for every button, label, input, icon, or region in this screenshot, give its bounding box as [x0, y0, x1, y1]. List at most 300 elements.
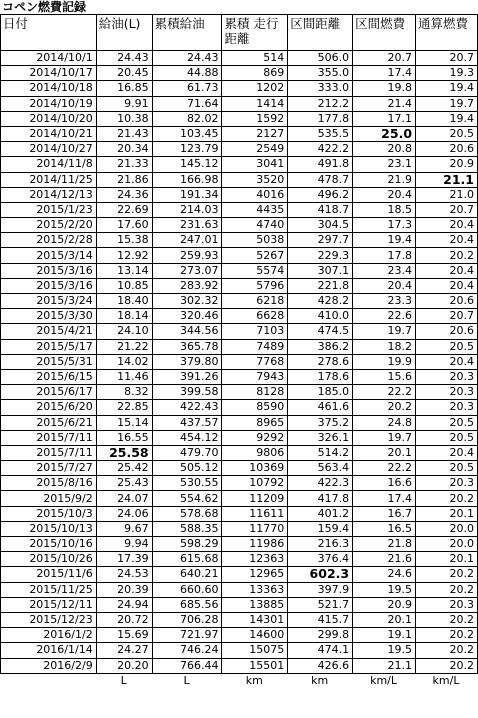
refuel-cell[interactable]: 12.92: [96, 248, 152, 263]
cumulative-distance-cell[interactable]: 15075: [222, 643, 288, 658]
cumulative-distance-cell[interactable]: 10792: [222, 476, 288, 491]
cumulative-distance-cell[interactable]: 3041: [222, 157, 288, 172]
refuel-cell[interactable]: 9.91: [96, 96, 152, 111]
cumulative-distance-cell[interactable]: 5796: [222, 278, 288, 293]
cumulative-distance-cell[interactable]: 14301: [222, 612, 288, 627]
cumulative-fuel-cell[interactable]: 454.12: [152, 430, 222, 445]
cumulative-distance-cell[interactable]: 9292: [222, 430, 288, 445]
cumulative-distance-cell[interactable]: 514: [222, 51, 288, 66]
date-cell[interactable]: 2015/6/15: [1, 369, 97, 384]
date-cell[interactable]: 2015/3/30: [1, 309, 97, 324]
date-cell[interactable]: 2014/11/25: [1, 172, 97, 187]
section-economy-cell[interactable]: 19.7: [353, 324, 416, 339]
section-economy-cell[interactable]: 20.9: [353, 597, 416, 612]
section-economy-cell[interactable]: 19.7: [353, 430, 416, 445]
cumulative-distance-cell[interactable]: 7943: [222, 369, 288, 384]
refuel-cell[interactable]: 8.32: [96, 385, 152, 400]
section-distance-cell[interactable]: 417.8: [288, 491, 353, 506]
total-economy-cell[interactable]: 20.5: [416, 461, 478, 476]
cumulative-fuel-cell[interactable]: 166.98: [152, 172, 222, 187]
refuel-cell[interactable]: 20.20: [96, 658, 152, 673]
cumulative-distance-cell[interactable]: 12363: [222, 552, 288, 567]
section-economy-cell[interactable]: 23.4: [353, 263, 416, 278]
date-cell[interactable]: 2014/10/17: [1, 66, 97, 81]
header-date[interactable]: 日付: [1, 15, 97, 51]
section-economy-cell[interactable]: 16.5: [353, 521, 416, 536]
total-economy-cell[interactable]: 20.2: [416, 628, 478, 643]
cumulative-distance-cell[interactable]: 3520: [222, 172, 288, 187]
date-cell[interactable]: 2015/12/23: [1, 612, 97, 627]
cumulative-fuel-cell[interactable]: 588.35: [152, 521, 222, 536]
section-economy-cell[interactable]: 19.5: [353, 643, 416, 658]
cumulative-fuel-cell[interactable]: 214.03: [152, 202, 222, 217]
total-economy-cell[interactable]: 19.4: [416, 81, 478, 96]
cumulative-distance-cell[interactable]: 4016: [222, 187, 288, 202]
section-distance-cell[interactable]: 178.6: [288, 369, 353, 384]
refuel-cell[interactable]: 15.14: [96, 415, 152, 430]
section-distance-cell[interactable]: 229.3: [288, 248, 353, 263]
cumulative-fuel-cell[interactable]: 706.28: [152, 612, 222, 627]
section-distance-cell[interactable]: 278.6: [288, 354, 353, 369]
refuel-cell[interactable]: 11.46: [96, 369, 152, 384]
cumulative-distance-cell[interactable]: 12965: [222, 567, 288, 582]
total-economy-cell[interactable]: 20.2: [416, 658, 478, 673]
cumulative-distance-cell[interactable]: 1592: [222, 111, 288, 126]
section-economy-cell[interactable]: 25.0: [353, 126, 416, 141]
cumulative-fuel-cell[interactable]: 273.07: [152, 263, 222, 278]
total-economy-cell[interactable]: 20.3: [416, 369, 478, 384]
section-economy-cell[interactable]: 19.5: [353, 582, 416, 597]
cumulative-fuel-cell[interactable]: 399.58: [152, 385, 222, 400]
total-economy-cell[interactable]: 20.6: [416, 324, 478, 339]
section-economy-cell[interactable]: 21.8: [353, 537, 416, 552]
date-cell[interactable]: 2016/2/9: [1, 658, 97, 673]
section-economy-cell[interactable]: 17.3: [353, 218, 416, 233]
title-cell[interactable]: [0, 0, 96, 14]
date-cell[interactable]: 2014/10/21: [1, 126, 97, 141]
section-economy-cell[interactable]: 22.2: [353, 461, 416, 476]
cumulative-distance-cell[interactable]: 9806: [222, 445, 288, 460]
cumulative-fuel-cell[interactable]: 437.57: [152, 415, 222, 430]
section-distance-cell[interactable]: 563.4: [288, 461, 353, 476]
header-cumulative-fuel[interactable]: 累積給油: [152, 15, 222, 51]
section-distance-cell[interactable]: 422.2: [288, 142, 353, 157]
cumulative-distance-cell[interactable]: 6218: [222, 294, 288, 309]
cumulative-distance-cell[interactable]: 1414: [222, 96, 288, 111]
date-cell[interactable]: 2015/3/16: [1, 278, 97, 293]
cumulative-distance-cell[interactable]: 13885: [222, 597, 288, 612]
section-economy-cell[interactable]: 18.5: [353, 202, 416, 217]
date-cell[interactable]: 2015/11/6: [1, 567, 97, 582]
total-economy-cell[interactable]: 20.5: [416, 339, 478, 354]
total-economy-cell[interactable]: 20.6: [416, 294, 478, 309]
cumulative-distance-cell[interactable]: 8965: [222, 415, 288, 430]
date-cell[interactable]: 2015/2/20: [1, 218, 97, 233]
refuel-cell[interactable]: 24.06: [96, 506, 152, 521]
total-economy-cell[interactable]: 19.3: [416, 66, 478, 81]
section-distance-cell[interactable]: 491.8: [288, 157, 353, 172]
refuel-cell[interactable]: 10.85: [96, 278, 152, 293]
cumulative-fuel-cell[interactable]: 302.32: [152, 294, 222, 309]
section-economy-cell[interactable]: 20.8: [353, 142, 416, 157]
total-economy-cell[interactable]: 20.7: [416, 309, 478, 324]
total-economy-cell[interactable]: 20.2: [416, 248, 478, 263]
section-distance-cell[interactable]: 478.7: [288, 172, 353, 187]
cumulative-fuel-cell[interactable]: 191.34: [152, 187, 222, 202]
section-economy-cell[interactable]: 17.4: [353, 66, 416, 81]
date-cell[interactable]: 2014/10/27: [1, 142, 97, 157]
refuel-cell[interactable]: 9.94: [96, 537, 152, 552]
date-cell[interactable]: 2016/1/2: [1, 628, 97, 643]
section-distance-cell[interactable]: 422.3: [288, 476, 353, 491]
section-distance-cell[interactable]: 418.7: [288, 202, 353, 217]
cumulative-distance-cell[interactable]: 11986: [222, 537, 288, 552]
section-distance-cell[interactable]: 506.0: [288, 51, 353, 66]
date-cell[interactable]: 2014/10/18: [1, 81, 97, 96]
section-economy-cell[interactable]: 20.7: [353, 51, 416, 66]
section-economy-cell[interactable]: 17.8: [353, 248, 416, 263]
cumulative-fuel-cell[interactable]: 61.73: [152, 81, 222, 96]
date-cell[interactable]: 2015/2/28: [1, 233, 97, 248]
date-cell[interactable]: 2014/11/8: [1, 157, 97, 172]
refuel-cell[interactable]: 15.69: [96, 628, 152, 643]
date-cell[interactable]: 2015/3/24: [1, 294, 97, 309]
date-cell[interactable]: 2014/10/20: [1, 111, 97, 126]
cumulative-fuel-cell[interactable]: 422.43: [152, 400, 222, 415]
section-distance-cell[interactable]: 401.2: [288, 506, 353, 521]
section-distance-cell[interactable]: 299.8: [288, 628, 353, 643]
section-economy-cell[interactable]: 23.3: [353, 294, 416, 309]
total-economy-cell[interactable]: 20.2: [416, 612, 478, 627]
date-cell[interactable]: 2015/10/26: [1, 552, 97, 567]
cumulative-distance-cell[interactable]: 15501: [222, 658, 288, 673]
refuel-cell[interactable]: 20.72: [96, 612, 152, 627]
refuel-cell[interactable]: 25.42: [96, 461, 152, 476]
refuel-cell[interactable]: 21.86: [96, 172, 152, 187]
cumulative-distance-cell[interactable]: 8128: [222, 385, 288, 400]
total-economy-cell[interactable]: 20.3: [416, 597, 478, 612]
unit-label[interactable]: km: [245, 674, 263, 688]
section-economy-cell[interactable]: 20.4: [353, 278, 416, 293]
date-cell[interactable]: 2015/10/13: [1, 521, 97, 536]
date-cell[interactable]: 2015/7/11: [1, 445, 97, 460]
header-total-economy[interactable]: 通算燃費: [416, 15, 478, 51]
date-cell[interactable]: 2015/12/11: [1, 597, 97, 612]
cumulative-distance-cell[interactable]: 8590: [222, 400, 288, 415]
refuel-cell[interactable]: 20.34: [96, 142, 152, 157]
section-economy-cell[interactable]: 15.6: [353, 369, 416, 384]
cumulative-fuel-cell[interactable]: 598.29: [152, 537, 222, 552]
refuel-cell[interactable]: 24.27: [96, 643, 152, 658]
date-cell[interactable]: 2015/1/23: [1, 202, 97, 217]
unit-label[interactable]: km: [311, 674, 329, 688]
refuel-cell[interactable]: 24.94: [96, 597, 152, 612]
total-economy-cell[interactable]: 20.3: [416, 476, 478, 491]
total-economy-cell[interactable]: 21.0: [416, 187, 478, 202]
section-economy-cell[interactable]: 20.2: [353, 400, 416, 415]
section-distance-cell[interactable]: 428.2: [288, 294, 353, 309]
cumulative-distance-cell[interactable]: 5267: [222, 248, 288, 263]
cumulative-fuel-cell[interactable]: 231.63: [152, 218, 222, 233]
cumulative-fuel-cell[interactable]: 365.78: [152, 339, 222, 354]
refuel-cell[interactable]: 22.69: [96, 202, 152, 217]
refuel-cell[interactable]: 13.14: [96, 263, 152, 278]
cumulative-fuel-cell[interactable]: 746.24: [152, 643, 222, 658]
cumulative-distance-cell[interactable]: 4740: [222, 218, 288, 233]
cumulative-distance-cell[interactable]: 2549: [222, 142, 288, 157]
total-economy-cell[interactable]: 21.1: [416, 172, 478, 187]
total-economy-cell[interactable]: 20.4: [416, 445, 478, 460]
cumulative-fuel-cell[interactable]: 283.92: [152, 278, 222, 293]
total-economy-cell[interactable]: 20.5: [416, 415, 478, 430]
cumulative-fuel-cell[interactable]: 615.68: [152, 552, 222, 567]
cumulative-fuel-cell[interactable]: 660.60: [152, 582, 222, 597]
refuel-cell[interactable]: 25.58: [96, 445, 152, 460]
refuel-cell[interactable]: 17.39: [96, 552, 152, 567]
section-economy-cell[interactable]: 16.6: [353, 476, 416, 491]
refuel-cell[interactable]: 18.40: [96, 294, 152, 309]
cumulative-fuel-cell[interactable]: 479.70: [152, 445, 222, 460]
refuel-cell[interactable]: 14.02: [96, 354, 152, 369]
cumulative-fuel-cell[interactable]: 123.79: [152, 142, 222, 157]
date-cell[interactable]: 2015/10/16: [1, 537, 97, 552]
cumulative-fuel-cell[interactable]: 685.56: [152, 597, 222, 612]
total-economy-cell[interactable]: 20.4: [416, 263, 478, 278]
date-cell[interactable]: 2015/5/31: [1, 354, 97, 369]
section-economy-cell[interactable]: 20.1: [353, 445, 416, 460]
cumulative-distance-cell[interactable]: 11209: [222, 491, 288, 506]
cumulative-fuel-cell[interactable]: 71.64: [152, 96, 222, 111]
cumulative-distance-cell[interactable]: 6628: [222, 309, 288, 324]
cumulative-fuel-cell[interactable]: 103.45: [152, 126, 222, 141]
section-economy-cell[interactable]: 20.4: [353, 187, 416, 202]
date-cell[interactable]: 2014/10/19: [1, 96, 97, 111]
date-cell[interactable]: 2015/5/17: [1, 339, 97, 354]
cumulative-fuel-cell[interactable]: 247.01: [152, 233, 222, 248]
unit-label[interactable]: [1, 673, 97, 689]
section-economy-cell[interactable]: 18.2: [353, 339, 416, 354]
header-section-economy[interactable]: 区間燃費: [353, 15, 416, 51]
section-economy-cell[interactable]: 23.1: [353, 157, 416, 172]
section-distance-cell[interactable]: 177.8: [288, 111, 353, 126]
date-cell[interactable]: 2015/11/25: [1, 582, 97, 597]
section-distance-cell[interactable]: 376.4: [288, 552, 353, 567]
section-distance-cell[interactable]: 386.2: [288, 339, 353, 354]
section-economy-cell[interactable]: 22.2: [353, 385, 416, 400]
refuel-cell[interactable]: 21.43: [96, 126, 152, 141]
cumulative-fuel-cell[interactable]: 344.56: [152, 324, 222, 339]
cumulative-distance-cell[interactable]: 13363: [222, 582, 288, 597]
cumulative-fuel-cell[interactable]: 44.88: [152, 66, 222, 81]
section-distance-cell[interactable]: 461.6: [288, 400, 353, 415]
total-economy-cell[interactable]: 20.3: [416, 400, 478, 415]
cumulative-distance-cell[interactable]: 7768: [222, 354, 288, 369]
section-economy-cell[interactable]: 24.8: [353, 415, 416, 430]
section-distance-cell[interactable]: 397.9: [288, 582, 353, 597]
total-economy-cell[interactable]: 20.2: [416, 582, 478, 597]
total-economy-cell[interactable]: 20.3: [416, 385, 478, 400]
refuel-cell[interactable]: 20.45: [96, 66, 152, 81]
section-distance-cell[interactable]: 307.1: [288, 263, 353, 278]
total-economy-cell[interactable]: 20.7: [416, 51, 478, 66]
section-distance-cell[interactable]: 514.2: [288, 445, 353, 460]
refuel-cell[interactable]: 17.60: [96, 218, 152, 233]
cumulative-distance-cell[interactable]: 14600: [222, 628, 288, 643]
total-economy-cell[interactable]: 20.5: [416, 430, 478, 445]
section-distance-cell[interactable]: 212.2: [288, 96, 353, 111]
section-distance-cell[interactable]: 474.5: [288, 324, 353, 339]
section-distance-cell[interactable]: 535.5: [288, 126, 353, 141]
refuel-cell[interactable]: 24.07: [96, 491, 152, 506]
section-economy-cell[interactable]: 21.1: [353, 658, 416, 673]
unit-label[interactable]: L: [120, 674, 127, 688]
section-distance-cell[interactable]: 355.0: [288, 66, 353, 81]
section-distance-cell[interactable]: 185.0: [288, 385, 353, 400]
date-cell[interactable]: 2015/9/2: [1, 491, 97, 506]
section-distance-cell[interactable]: 496.2: [288, 187, 353, 202]
refuel-cell[interactable]: 24.53: [96, 567, 152, 582]
total-economy-cell[interactable]: 20.4: [416, 354, 478, 369]
header-refuel[interactable]: 給油(L): [96, 15, 152, 51]
date-cell[interactable]: 2014/12/13: [1, 187, 97, 202]
section-distance-cell[interactable]: 297.7: [288, 233, 353, 248]
section-economy-cell[interactable]: 17.4: [353, 491, 416, 506]
section-economy-cell[interactable]: 16.7: [353, 506, 416, 521]
refuel-cell[interactable]: 24.36: [96, 187, 152, 202]
cumulative-distance-cell[interactable]: 4435: [222, 202, 288, 217]
total-economy-cell[interactable]: 20.9: [416, 157, 478, 172]
total-economy-cell[interactable]: 20.6: [416, 142, 478, 157]
refuel-cell[interactable]: 16.85: [96, 81, 152, 96]
refuel-cell[interactable]: 10.38: [96, 111, 152, 126]
refuel-cell[interactable]: 15.38: [96, 233, 152, 248]
refuel-cell[interactable]: 25.43: [96, 476, 152, 491]
total-economy-cell[interactable]: 20.4: [416, 278, 478, 293]
total-economy-cell[interactable]: 20.7: [416, 202, 478, 217]
date-cell[interactable]: 2015/6/20: [1, 400, 97, 415]
cumulative-distance-cell[interactable]: 1202: [222, 81, 288, 96]
section-distance-cell[interactable]: 602.3: [288, 567, 353, 582]
cumulative-fuel-cell[interactable]: 640.21: [152, 567, 222, 582]
section-economy-cell[interactable]: 21.9: [353, 172, 416, 187]
total-economy-cell[interactable]: 19.7: [416, 96, 478, 111]
date-cell[interactable]: 2016/1/14: [1, 643, 97, 658]
cumulative-fuel-cell[interactable]: 721.97: [152, 628, 222, 643]
total-economy-cell[interactable]: 20.2: [416, 567, 478, 582]
cumulative-fuel-cell[interactable]: 379.80: [152, 354, 222, 369]
header-cumulative-distance[interactable]: 累積 走行距離: [222, 15, 288, 51]
total-economy-cell[interactable]: 20.4: [416, 218, 478, 233]
section-distance-cell[interactable]: 410.0: [288, 309, 353, 324]
cumulative-distance-cell[interactable]: 7489: [222, 339, 288, 354]
section-economy-cell[interactable]: 19.8: [353, 81, 416, 96]
refuel-cell[interactable]: 18.14: [96, 309, 152, 324]
total-economy-cell[interactable]: 20.1: [416, 552, 478, 567]
section-economy-cell[interactable]: 19.9: [353, 354, 416, 369]
date-cell[interactable]: 2015/3/16: [1, 263, 97, 278]
section-economy-cell[interactable]: 22.6: [353, 309, 416, 324]
date-cell[interactable]: 2015/7/11: [1, 430, 97, 445]
cumulative-distance-cell[interactable]: 11770: [222, 521, 288, 536]
date-cell[interactable]: 2015/4/21: [1, 324, 97, 339]
unit-label[interactable]: km/L: [432, 674, 460, 688]
section-distance-cell[interactable]: 304.5: [288, 218, 353, 233]
refuel-cell[interactable]: 16.55: [96, 430, 152, 445]
section-distance-cell[interactable]: 326.1: [288, 430, 353, 445]
cumulative-fuel-cell[interactable]: 320.46: [152, 309, 222, 324]
cumulative-distance-cell[interactable]: 5038: [222, 233, 288, 248]
refuel-cell[interactable]: 9.67: [96, 521, 152, 536]
total-economy-cell[interactable]: 20.5: [416, 126, 478, 141]
cumulative-distance-cell[interactable]: 11611: [222, 506, 288, 521]
section-distance-cell[interactable]: 521.7: [288, 597, 353, 612]
section-economy-cell[interactable]: 24.6: [353, 567, 416, 582]
section-distance-cell[interactable]: 375.2: [288, 415, 353, 430]
refuel-cell[interactable]: 21.22: [96, 339, 152, 354]
cumulative-fuel-cell[interactable]: 391.26: [152, 369, 222, 384]
section-distance-cell[interactable]: 159.4: [288, 521, 353, 536]
section-distance-cell[interactable]: 474.1: [288, 643, 353, 658]
cumulative-distance-cell[interactable]: 869: [222, 66, 288, 81]
refuel-cell[interactable]: 24.10: [96, 324, 152, 339]
section-distance-cell[interactable]: 216.3: [288, 537, 353, 552]
total-economy-cell[interactable]: 19.4: [416, 111, 478, 126]
total-economy-cell[interactable]: 20.0: [416, 537, 478, 552]
section-economy-cell[interactable]: 19.1: [353, 628, 416, 643]
unit-label[interactable]: km/L: [370, 674, 398, 688]
date-cell[interactable]: 2014/10/1: [1, 51, 97, 66]
total-economy-cell[interactable]: 20.0: [416, 521, 478, 536]
refuel-cell[interactable]: 22.85: [96, 400, 152, 415]
date-cell[interactable]: 2015/10/3: [1, 506, 97, 521]
section-economy-cell[interactable]: 20.1: [353, 612, 416, 627]
section-economy-cell[interactable]: 19.4: [353, 233, 416, 248]
date-cell[interactable]: 2015/7/27: [1, 461, 97, 476]
section-distance-cell[interactable]: 221.8: [288, 278, 353, 293]
cumulative-distance-cell[interactable]: 7103: [222, 324, 288, 339]
cumulative-fuel-cell[interactable]: 259.93: [152, 248, 222, 263]
total-economy-cell[interactable]: 20.4: [416, 233, 478, 248]
cumulative-distance-cell[interactable]: 2127: [222, 126, 288, 141]
section-economy-cell[interactable]: 21.4: [353, 96, 416, 111]
refuel-cell[interactable]: 24.43: [96, 51, 152, 66]
cumulative-fuel-cell[interactable]: 530.55: [152, 476, 222, 491]
cumulative-fuel-cell[interactable]: 145.12: [152, 157, 222, 172]
cumulative-fuel-cell[interactable]: 24.43: [152, 51, 222, 66]
date-cell[interactable]: 2015/3/14: [1, 248, 97, 263]
cumulative-distance-cell[interactable]: 5574: [222, 263, 288, 278]
refuel-cell[interactable]: 20.39: [96, 582, 152, 597]
total-economy-cell[interactable]: 20.2: [416, 491, 478, 506]
section-economy-cell[interactable]: 17.1: [353, 111, 416, 126]
date-cell[interactable]: 2015/8/16: [1, 476, 97, 491]
header-section-distance[interactable]: 区間距離: [288, 15, 353, 51]
refuel-cell[interactable]: 21.33: [96, 157, 152, 172]
date-cell[interactable]: 2015/6/17: [1, 385, 97, 400]
cumulative-distance-cell[interactable]: 10369: [222, 461, 288, 476]
total-economy-cell[interactable]: 20.2: [416, 643, 478, 658]
cumulative-fuel-cell[interactable]: 554.62: [152, 491, 222, 506]
cumulative-fuel-cell[interactable]: 766.44: [152, 658, 222, 673]
section-economy-cell[interactable]: 21.6: [353, 552, 416, 567]
cumulative-fuel-cell[interactable]: 82.02: [152, 111, 222, 126]
cumulative-fuel-cell[interactable]: 505.12: [152, 461, 222, 476]
cumulative-fuel-cell[interactable]: 578.68: [152, 506, 222, 521]
date-cell[interactable]: 2015/6/21: [1, 415, 97, 430]
section-distance-cell[interactable]: 415.7: [288, 612, 353, 627]
total-economy-cell[interactable]: 20.1: [416, 506, 478, 521]
unit-label[interactable]: L: [183, 674, 190, 688]
